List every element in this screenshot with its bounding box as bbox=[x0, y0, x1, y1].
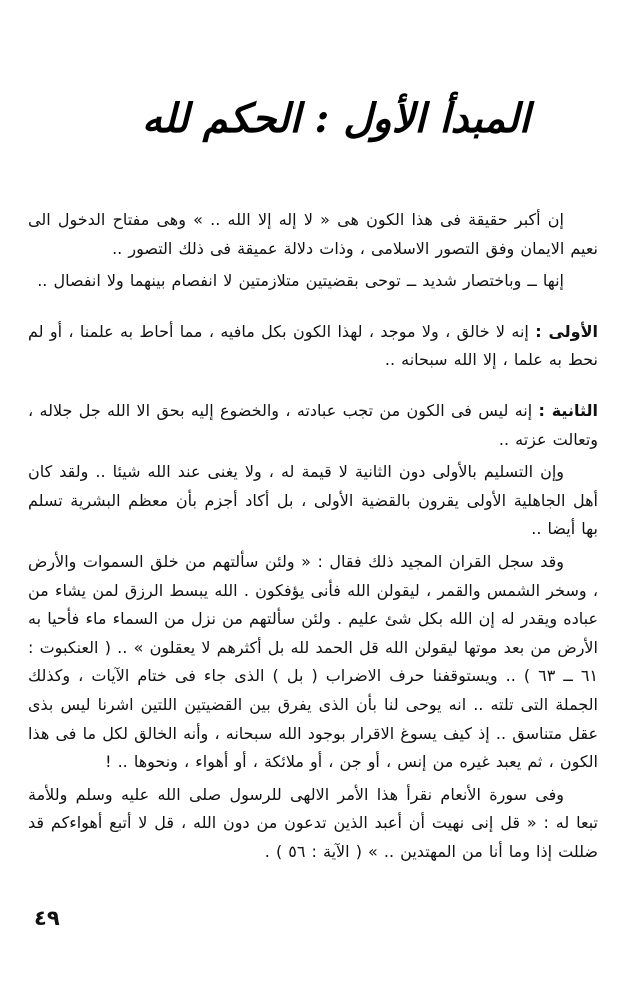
paragraph-text: وإن التسليم بالأولى دون الثانية لا قيمة له ، ولا يغنى عند الله شيئا .. ولقد كان أهل الجاهلية الأولى يقرون بالقضية الأولى ، بل أكاد أجزم بأن معظم البشرية تسلم بها أيضا .. bbox=[28, 462, 598, 539]
paragraph-5 bbox=[28, 458, 598, 544]
page-body bbox=[28, 206, 598, 866]
paragraph-text: إنها ــ وباختصار شديد ــ توحى بقضيتين متلازمتين لا انفصام بينهما ولا انفصال .. bbox=[37, 271, 564, 291]
paragraph-4 bbox=[28, 397, 598, 454]
page-number: ٤٩ bbox=[34, 906, 60, 930]
paragraph-6 bbox=[28, 548, 598, 777]
heading-title: المبدأ الأول : الحكم لله bbox=[141, 95, 531, 142]
paragraph-text: وقد سجل القران المجيد ذلك فقال : « ولئن سألتهم من خلق السموات والأرض ، وسخر الشمس والقمر ، ليقولن الله فأنى يؤفكون . الله يبسط الرزق لمن يشاء من عباده ويقدر له إن الله بكل شئ عليم . ولئن سألتهم من نزل من السماء ماء فأحيا به الأرض من بعد موتها ليقولن الله قل الحمد لله بل أكثرهم لا يعقلون » .. ( العنكبوت : ٦١ ــ ٦٣ ) .. ويستوقفنا حرف الاضراب ( بل ) الذى جاء فى ختام الآيات ، وكذلك الجملة التى تلته .. انه يوحى لنا بأن الذى يفرق بين القضيتين اللتين اشرنا ليس بذى عقل متناسق .. إذ كيف يسوغ الاقرار بوجود الله سبحانه ، وأنه الخالق لكل ما فى هذا الكون ، ثم يعبد غيره من إنس ، أو جن ، أو ملائكة ، أو أهواء ، ونحوها .. ! bbox=[28, 551, 598, 772]
chapter-heading bbox=[141, 78, 531, 156]
calligraphy-heading bbox=[141, 78, 531, 156]
paragraph-lead: الأولى : bbox=[535, 321, 599, 341]
paragraph-text: إن أكبر حقيقة فى هذا الكون هى « لا إله إلا الله .. » وهى مفتاح الدخول الى نعيم الايمان وفق التصور الاسلامى ، وذات دلالة عميقة فى ذلك التصور .. bbox=[28, 210, 598, 258]
paragraph-text: إنه ليس فى الكون من تجب عبادته ، والخضوع إليه بحق الا الله جل جلاله ، وتعالت عزته .. bbox=[28, 400, 598, 449]
paragraph-lead: الثانية : bbox=[538, 400, 598, 420]
paragraph-2 bbox=[28, 267, 598, 296]
paragraph-3 bbox=[28, 318, 598, 375]
paragraph-text: وفى سورة الأنعام نقرأ هذا الأمر الالهى للرسول صلى الله عليه وسلم وللأمة تبعا له : « قل إنى نهيت أن أعبد الذين تدعون من دون الله ، قل لا أتبع أهواءكم قد ضللت إذا وما أنا من المهتدين .. » ( الآية : ٥٦ ) . bbox=[28, 784, 598, 861]
paragraph-7 bbox=[28, 781, 598, 867]
paragraph-1 bbox=[28, 206, 598, 263]
paragraph-text: إنه لا خالق ، ولا موجد ، لهذا الكون بكل مافيه ، مما أحاط به علمنا ، أو لم نحط به علما ، إلا الله سبحانه .. bbox=[28, 321, 598, 370]
